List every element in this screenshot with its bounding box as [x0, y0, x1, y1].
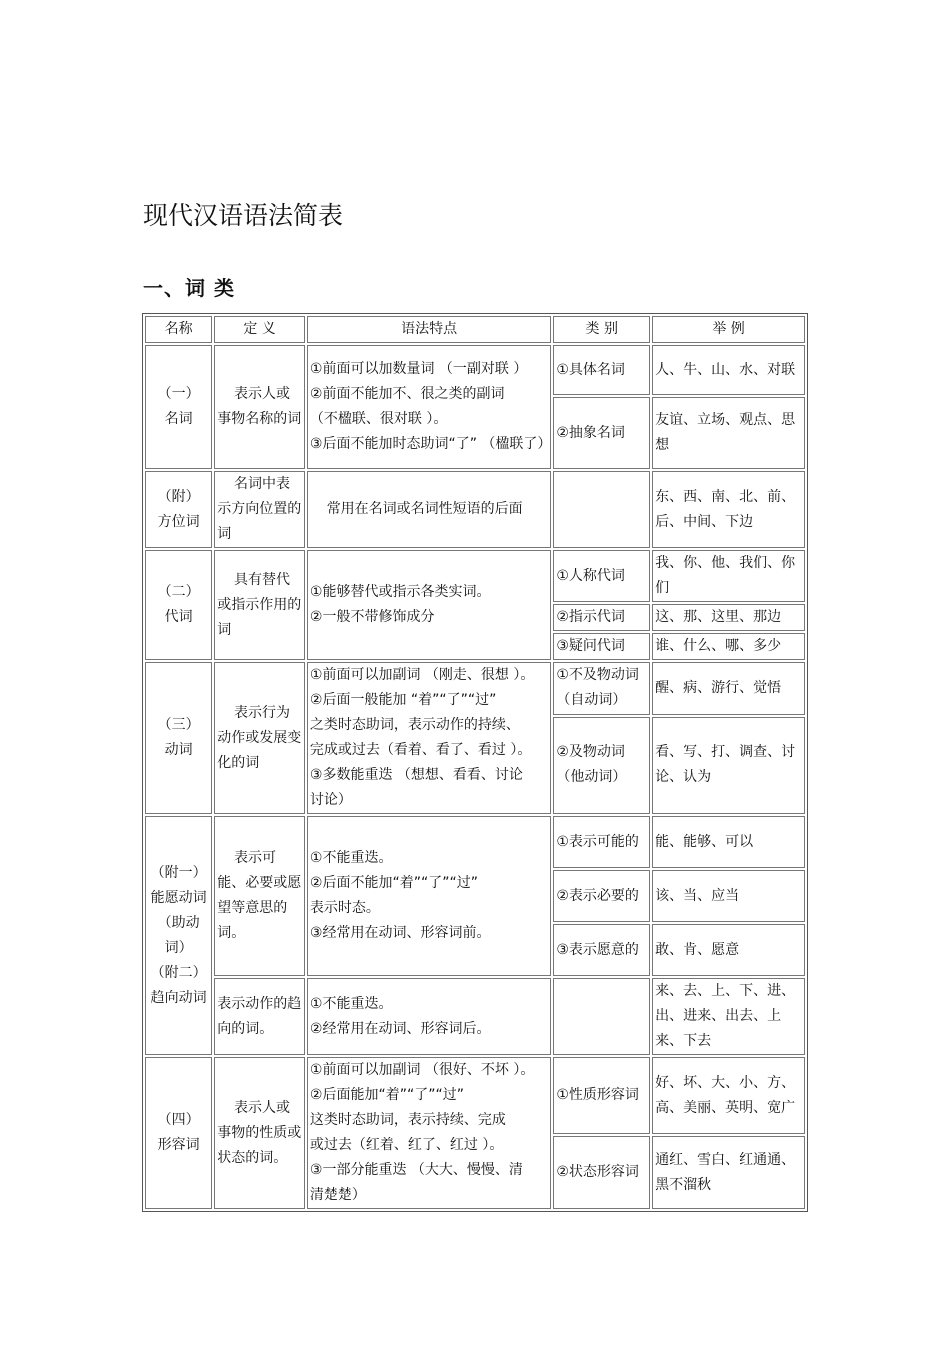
- pronoun-example-1: 我、你、他、我们、你们: [652, 550, 805, 602]
- aux-definition: 表示可能、必要或愿望等意思的词。: [214, 816, 305, 976]
- section-heading: 一、词 类: [143, 276, 235, 300]
- verb-category-2: ②及物动词（他动词）: [553, 717, 650, 814]
- noun-category-2: ②抽象名词: [553, 397, 650, 469]
- verb-feature-5: ③多数能重迭 （想想、看看、讨论: [309, 767, 523, 783]
- aux-name-5: 趋向动词: [150, 989, 207, 1006]
- locative-example: 东、西、南、北、前、后、中间、下边: [652, 471, 805, 548]
- adjective-feature-1: ①前面可以加副词 （很好、不坏 ）。: [309, 1062, 535, 1078]
- pronoun-name-cell: [145, 550, 212, 660]
- aux-category-3: ③表示愿意的: [553, 924, 650, 976]
- noun-feature-3: （不楹联、很对联 ）。: [309, 411, 448, 427]
- adjective-name-cell: [145, 1057, 212, 1209]
- locative-name-num: （附）: [157, 488, 200, 505]
- pronoun-name-num: （二）: [157, 584, 200, 600]
- adjective-name-label: 形容词: [157, 1137, 200, 1153]
- table-row: [145, 1057, 805, 1134]
- header-category: 类 别: [553, 316, 650, 343]
- aux-example-3: 敢、肯、愿意: [652, 924, 805, 976]
- pronoun-category-1: ①人称代词: [553, 550, 650, 602]
- adjective-feature-6: 清楚楚）: [309, 1187, 366, 1203]
- header-examples: 举 例: [652, 316, 805, 343]
- adjective-feature-5: ③一部分能重迭 （大大、慢慢、清: [309, 1162, 523, 1178]
- aux-category-1: ①表示可能的: [553, 816, 650, 868]
- directional-feature-1: ①不能重迭。: [309, 995, 393, 1012]
- adjective-feature-3: 这类时态助词，表示持续、完成: [309, 1112, 506, 1128]
- adjective-example-1: 好、坏、大、小、方、高、美丽、英明、宽广: [652, 1057, 805, 1134]
- aux-name-cell: [145, 816, 212, 1055]
- pronoun-example-2: 这、那、这里、那边: [652, 604, 805, 631]
- adjective-feature-4: 或过去（红着、红了、红过 ）。: [309, 1137, 504, 1153]
- noun-category-1: ①具体名词: [553, 345, 650, 395]
- directional-features: [307, 978, 551, 1055]
- adjective-category-2: ②状态形容词: [553, 1136, 650, 1209]
- table-row: [145, 550, 805, 602]
- pronoun-features: [307, 550, 551, 660]
- noun-feature-1: ①前面可以加数量词 （一副对联 ）: [309, 361, 528, 377]
- aux-name-4: （附二）: [150, 964, 207, 981]
- locative-name-label: 方位词: [157, 513, 200, 530]
- noun-example-1: 人、牛、山、水、对联: [652, 345, 805, 395]
- locative-name-cell: [145, 471, 212, 548]
- verb-example-2: 看、写、打、调查、讨论、认为: [652, 717, 805, 814]
- adjective-feature-2: ②后面能加“着”“了”“过”: [309, 1087, 464, 1103]
- pronoun-example-3: 谁、什么、哪、多少: [652, 633, 805, 660]
- adjective-example-2: 通红、雪白、红通通、黑不溜秋: [652, 1136, 805, 1209]
- aux-category-2: ②表示必要的: [553, 870, 650, 922]
- table-row: [145, 662, 805, 715]
- noun-example-2: 友谊、立场、观点、思想: [652, 397, 805, 469]
- adjective-features: [307, 1057, 551, 1209]
- directional-definition: 表示动作的趋向的词。: [214, 978, 305, 1055]
- aux-name-3: （助动词）: [157, 914, 200, 956]
- noun-name-label: 名词: [164, 411, 193, 427]
- pronoun-category-3: ③疑问代词: [553, 633, 650, 660]
- noun-name-cell: [145, 345, 212, 469]
- noun-name-num: （一）: [157, 386, 200, 402]
- aux-feature-4: ③经常用在动词、形容词前。: [309, 925, 491, 941]
- pronoun-feature-2: ②一般不带修饰成分: [309, 609, 435, 625]
- table-row: [145, 345, 805, 395]
- verb-name-cell: [145, 662, 212, 814]
- aux-example-1: 能、能够、可以: [652, 816, 805, 868]
- verb-name-num: （三）: [157, 717, 200, 733]
- verb-features: [307, 662, 551, 814]
- noun-feature-2: ②前面不能加不、很之类的副词: [309, 386, 505, 402]
- pronoun-category-2: ②指示代词: [553, 604, 650, 631]
- verb-example-1: 醒、病、游行、觉悟: [652, 662, 805, 715]
- directional-feature-2: ②经常用在动词、形容词后。: [309, 1020, 491, 1037]
- verb-feature-1: ①前面可以加副词 （刚走、很想 ）。: [309, 667, 535, 683]
- aux-feature-3: 表示时态。: [309, 900, 380, 916]
- directional-example: 来、去、上、下、进、出、进来、出去、上来、下去: [652, 978, 805, 1055]
- pronoun-definition: 具有替代或指示作用的词: [214, 550, 305, 660]
- table-header-row: [145, 316, 805, 343]
- noun-features: [307, 345, 551, 469]
- aux-example-2: 该、当、应当: [652, 870, 805, 922]
- locative-features: 常用在名词或名词性短语的后面: [307, 471, 551, 548]
- verb-feature-6: 讨论）: [309, 792, 352, 808]
- adjective-definition: 表示人或事物的性质或状态的词。: [214, 1057, 305, 1209]
- table-row: [145, 978, 805, 1055]
- header-definition: 定 义: [214, 316, 305, 343]
- noun-definition: 表示人或事物名称的词: [214, 345, 305, 469]
- adjective-name-num: （四）: [157, 1112, 200, 1128]
- verb-feature-3: 之类时态助词，表示动作的持续、: [309, 717, 520, 733]
- verb-feature-2: ②后面一般能加 “着”“了”“过”: [309, 692, 497, 708]
- table-row: [145, 471, 805, 548]
- aux-name-1: （附一）: [150, 864, 207, 881]
- verb-feature-4: 完成或过去（看着、看了、看过 ）。: [309, 742, 532, 758]
- aux-features: [307, 816, 551, 976]
- directional-category: [553, 978, 650, 1055]
- verb-name-label: 动词: [164, 742, 193, 758]
- adjective-category-1: ①性质形容词: [553, 1057, 650, 1134]
- noun-feature-4: ③后面不能加时态助词“了” （楹联了）: [309, 436, 552, 452]
- page-title: 现代汉语语法简表: [143, 201, 344, 230]
- pronoun-name-label: 代词: [164, 609, 193, 625]
- verb-definition: 表示行为动作或发展变化的词: [214, 662, 305, 814]
- locative-definition: 名词中表示方向位置的词: [214, 471, 305, 548]
- header-features: 语法特点: [307, 316, 551, 343]
- aux-feature-2: ②后面不能加“着”“了”“过”: [309, 875, 478, 891]
- header-name: 名称: [145, 316, 212, 343]
- grammar-table: [142, 313, 808, 1212]
- aux-feature-1: ①不能重迭。: [309, 850, 393, 866]
- aux-name-2: 能愿动词: [150, 889, 207, 906]
- verb-category-1: ①不及物动词（自动词）: [553, 662, 650, 715]
- locative-category: [553, 471, 650, 548]
- pronoun-feature-1: ①能够替代或指示各类实词。: [309, 584, 491, 600]
- table-row: [145, 816, 805, 868]
